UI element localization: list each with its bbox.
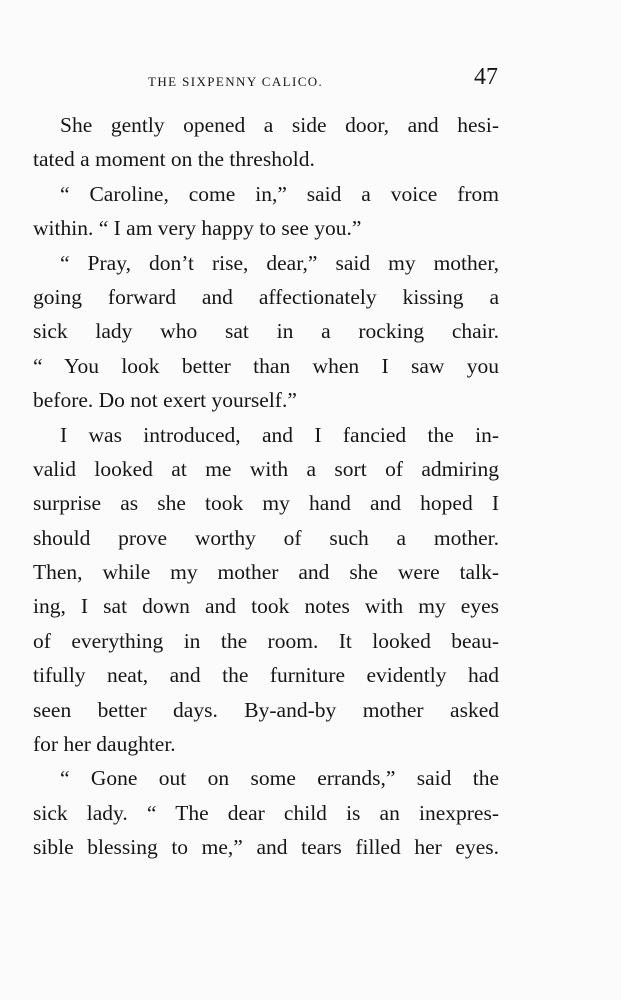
text-line: sible blessing to me,” and tears filled her eyes. xyxy=(33,835,499,860)
text-line: “ Gone out on some errands,” said the xyxy=(60,766,499,791)
text-line: within. “ I am very happy to see you.” xyxy=(33,216,362,241)
body-text xyxy=(33,108,499,865)
paragraph xyxy=(33,108,499,177)
text-line: “ You look better than when I saw you xyxy=(33,353,499,378)
text-line: sick lady. “ The dear child is an inexpres- xyxy=(33,800,499,825)
page-number: 47 xyxy=(474,64,498,90)
text-line: valid looked at me with a sort of admiring xyxy=(33,456,499,481)
running-head xyxy=(0,60,621,100)
text-line: surprise as she took my hand and hoped I xyxy=(33,491,499,516)
text-line: going forward and affectionately kissing a xyxy=(33,284,499,309)
text-line: seen better days. By-and-by mother asked xyxy=(33,697,499,722)
text-line: before. Do not exert yourself.” xyxy=(33,388,297,413)
text-line: She gently opened a side door, and hesi- xyxy=(60,113,499,137)
text-line: for her daughter. xyxy=(33,732,176,757)
text-line: “ Pray, don’t rise, dear,” said my mother, xyxy=(60,250,499,275)
text-line: tated a moment on the threshold. xyxy=(33,147,315,172)
paragraph xyxy=(33,246,499,418)
text-line: I was introduced, and I fancied the in- xyxy=(60,422,499,447)
text-line: sick lady who sat in a rocking chair. xyxy=(33,319,499,344)
text-line: should prove worthy of such a mother. xyxy=(33,525,499,550)
text-line: of everything in the room. It looked beau- xyxy=(33,628,499,653)
paragraph xyxy=(33,418,499,762)
text-line: tifully neat, and the furniture evidently had xyxy=(33,663,499,688)
running-title: THE SIXPENNY CALICO. xyxy=(148,74,324,89)
text-line: Then, while my mother and she were talk- xyxy=(33,560,499,585)
text-line: ing, I sat down and took notes with my eyes xyxy=(33,594,499,619)
paragraph xyxy=(33,761,499,864)
text-line: “ Caroline, come in,” said a voice from xyxy=(60,181,499,206)
paragraph xyxy=(33,177,499,246)
